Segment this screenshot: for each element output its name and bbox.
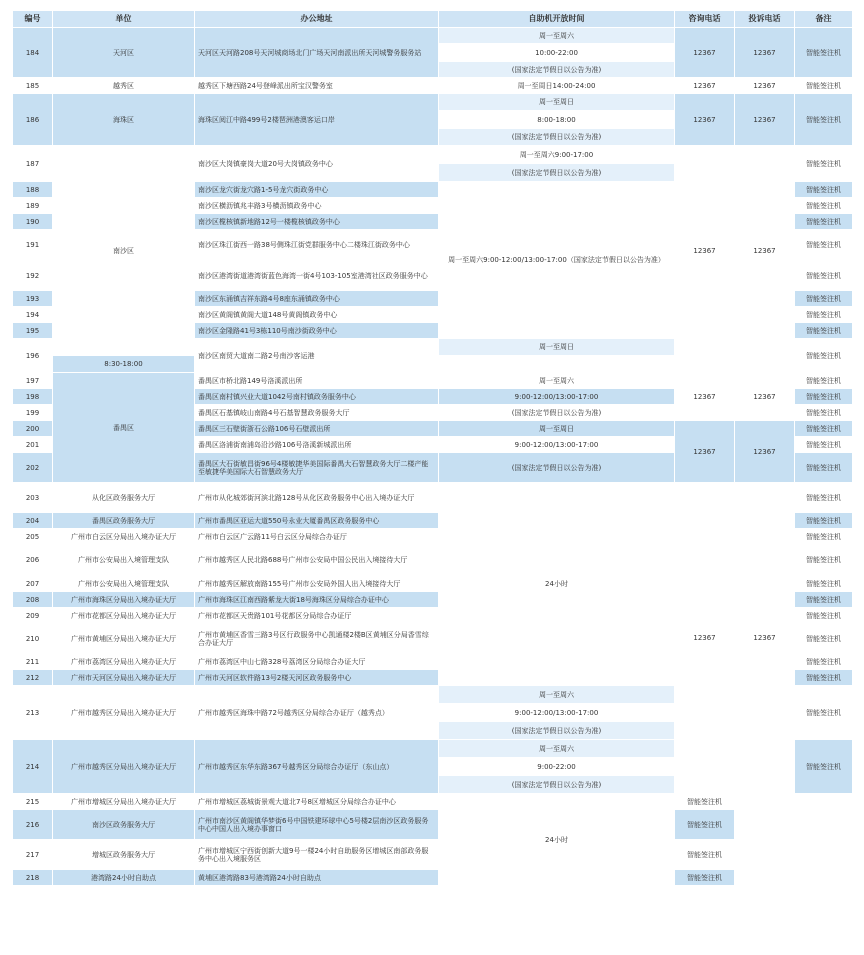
row-remark: 智能签注机 bbox=[795, 608, 853, 624]
row-remark: 智能签注机 bbox=[795, 230, 853, 261]
row-no: 217 bbox=[13, 840, 53, 870]
row-no: 198 bbox=[13, 389, 53, 405]
row-no: 190 bbox=[13, 214, 53, 230]
row-consult-phone: 12367 bbox=[675, 94, 735, 146]
row-unit: 广州市天河区分局出入境办证大厅 bbox=[53, 670, 195, 686]
row-hours: 周一至周六9:00-17:00 bbox=[439, 146, 675, 164]
row-no: 215 bbox=[13, 794, 53, 810]
row-unit: 南沙区 bbox=[53, 146, 195, 356]
row-unit: 南沙区政务服务大厅 bbox=[53, 810, 195, 840]
row-no: 214 bbox=[13, 740, 53, 794]
row-consult-phone: 12367 bbox=[675, 421, 735, 483]
row-address: 广州市荔湾区中山七路328号荔湾区分局综合办证大厅 bbox=[195, 654, 439, 670]
row-no: 202 bbox=[13, 453, 53, 483]
row-address: 广州市海珠区江南西路紫龙大街18号海珠区分局综合办证中心 bbox=[195, 592, 439, 608]
row-no: 218 bbox=[13, 870, 53, 886]
header-complaint-phone: 投诉电话 bbox=[735, 11, 795, 28]
row-remark: 智能签注机 bbox=[795, 261, 853, 291]
row-remark: 智能签注机 bbox=[795, 373, 853, 389]
row-no: 184 bbox=[13, 28, 53, 78]
row-no: 199 bbox=[13, 405, 53, 421]
row-address: 广州市越秀区人民北路688号广州市公安局中国公民出入境接待大厅 bbox=[195, 545, 439, 576]
row-unit: 广州市越秀区分局出入境办证大厅 bbox=[53, 686, 195, 740]
row-remark: 智能签注机 bbox=[795, 686, 853, 740]
table-row bbox=[13, 94, 853, 111]
row-address: 南沙区横沥镇兆丰路3号横沥镇政务中心 bbox=[195, 198, 439, 214]
row-hours: 9:00-22:00 bbox=[439, 758, 675, 776]
row-hours: (国家法定节假日以公告为准) bbox=[439, 405, 675, 421]
row-unit: 广州市公安局出入境管理支队 bbox=[53, 576, 195, 592]
row-address: 广州市花都区天贵路101号花都区分局综合办证厅 bbox=[195, 608, 439, 624]
row-complaint-phone: 12367 bbox=[735, 421, 795, 483]
row-hours: (国家法定节假日以公告为准) bbox=[439, 129, 675, 146]
row-unit: 广州市增城区分局出入境办证大厅 bbox=[53, 794, 195, 810]
table-row bbox=[13, 810, 853, 840]
row-unit: 番禺区政务服务大厅 bbox=[53, 513, 195, 529]
row-hours: 10:00-22:00 bbox=[439, 44, 675, 62]
row-remark: 智能签注机 bbox=[795, 453, 853, 483]
row-complaint-phone: 12367 bbox=[735, 483, 795, 794]
row-hours: 周一至周日14:00-24:00 bbox=[439, 78, 675, 94]
row-hours: 9:00-12:00/13:00-17:00 bbox=[439, 437, 675, 453]
row-unit: 广州市白云区分局出入境办证大厅 bbox=[53, 529, 195, 545]
row-remark: 智能签注机 bbox=[795, 529, 853, 545]
row-no: 197 bbox=[13, 373, 53, 389]
row-address: 广州市黄埔区香雪三路3号区行政服务中心凯通楼2楼B区黄埔区分局香雪综合办证大厅 bbox=[195, 624, 439, 654]
row-consult-phone: 12367 bbox=[675, 483, 735, 794]
header-row bbox=[13, 11, 853, 28]
row-remark: 智能签注机 bbox=[795, 654, 853, 670]
row-hours: 周一至周六 bbox=[439, 373, 675, 389]
row-hours: (国家法定节假日以公告为准) bbox=[439, 62, 675, 78]
row-hours: 周一至周六9:00-12:00/13:00-17:00（国家法定节假日以公告为准） bbox=[439, 182, 675, 339]
row-address: 广州市从化城郊街河滨北路128号从化区政务服务中心出入境办证大厅 bbox=[195, 483, 439, 513]
row-unit: 港湾路24小时自助点 bbox=[53, 870, 195, 886]
row-remark: 智能签注机 bbox=[795, 421, 853, 437]
row-no: 193 bbox=[13, 291, 53, 307]
row-no: 213 bbox=[13, 686, 53, 740]
row-remark: 智能签注机 bbox=[795, 405, 853, 421]
row-unit: 海珠区 bbox=[53, 94, 195, 146]
row-remark: 智能签注机 bbox=[795, 513, 853, 529]
row-remark: 智能签注机 bbox=[795, 214, 853, 230]
row-no: 206 bbox=[13, 545, 53, 576]
row-address: 广州市南沙区黄阁镇华梦街6号中国铁建环球中心5号楼2层南沙区政务服务中心中国人出入境办事窗口 bbox=[195, 810, 439, 840]
row-address: 南沙区东涌镇吉祥东路4号8座东涌镇政务中心 bbox=[195, 291, 439, 307]
row-consult-phone: 12367 bbox=[675, 78, 735, 94]
row-hours: (国家法定节假日以公告为准) bbox=[439, 453, 675, 483]
table-row bbox=[13, 794, 853, 810]
row-unit: 广州市黄埔区分局出入境办证大厅 bbox=[53, 624, 195, 654]
row-remark: 智能签注机 bbox=[795, 576, 853, 592]
row-hours: (国家法定节假日以公告为准) bbox=[439, 164, 675, 182]
row-no: 192 bbox=[13, 261, 53, 291]
row-address: 南沙区龙穴街龙穴路1-5号龙穴街政务中心 bbox=[195, 182, 439, 198]
header-unit: 单位 bbox=[53, 11, 195, 28]
row-remark: 智能签注机 bbox=[795, 323, 853, 339]
row-hours: (国家法定节假日以公告为准) bbox=[439, 722, 675, 740]
row-address: 广州市番禺区亚运大道550号永业大厦番禺区政务服务中心 bbox=[195, 513, 439, 529]
row-address: 广州市越秀区东华东路367号越秀区分局综合办证厅（东山点） bbox=[195, 740, 439, 794]
row-address: 广州市越秀区海珠中路72号越秀区分局综合办证厅（越秀点） bbox=[195, 686, 439, 740]
row-address: 番禺区南村镇兴业大道1042号南村镇政务服务中心 bbox=[195, 389, 439, 405]
row-address: 南沙区榄核镇新地路12号一楼榄核镇政务中心 bbox=[195, 214, 439, 230]
row-no: 208 bbox=[13, 592, 53, 608]
row-complaint-phone: 12367 bbox=[735, 78, 795, 94]
row-address: 南沙区大岗镇豪岗大道20号大岗镇政务中心 bbox=[195, 146, 439, 182]
row-address: 南沙区南贸大道南二路2号南沙客运港 bbox=[195, 339, 439, 373]
row-hours: 24小时 bbox=[439, 794, 675, 886]
row-no: 186 bbox=[13, 94, 53, 146]
row-address: 南沙区港湾街道港湾街蓝色海湾一街4号103-105室港湾社区政务服务中心 bbox=[195, 261, 439, 291]
row-no: 196 bbox=[13, 339, 53, 373]
row-address: 海珠区阅江中路499号2楼琶洲港澳客运口岸 bbox=[195, 94, 439, 146]
row-unit: 从化区政务服务大厅 bbox=[53, 483, 195, 513]
row-address: 南沙区金隆路41号3栋110号南沙街政务中心 bbox=[195, 323, 439, 339]
row-hours: 周一至周六 bbox=[439, 740, 675, 758]
row-complaint-phone: 12367 bbox=[735, 373, 795, 421]
row-hours: 9:00-12:00/13:00-17:00 bbox=[439, 704, 675, 722]
header-no: 编号 bbox=[13, 11, 53, 28]
row-no: 185 bbox=[13, 78, 53, 94]
row-remark: 智能签注机 bbox=[675, 810, 735, 840]
row-no: 200 bbox=[13, 421, 53, 437]
row-remark: 智能签注机 bbox=[795, 437, 853, 453]
table-row bbox=[13, 483, 853, 513]
row-address: 番禺区三石壁街浙石公路106号石壁派出所 bbox=[195, 421, 439, 437]
row-complaint-phone: 12367 bbox=[735, 28, 795, 78]
row-hours: 24小时 bbox=[439, 483, 675, 686]
row-no: 187 bbox=[13, 146, 53, 182]
row-hours: 8:00-18:00 bbox=[439, 111, 675, 129]
row-address: 番禺区市桥北路149号洛溪派出所 bbox=[195, 373, 439, 389]
row-unit: 广州市海珠区分局出入境办证大厅 bbox=[53, 592, 195, 608]
row-no: 191 bbox=[13, 230, 53, 261]
row-complaint-phone: 12367 bbox=[735, 94, 795, 146]
row-hours: 8:30-18:00 bbox=[53, 356, 195, 373]
row-unit: 番禺区 bbox=[53, 373, 195, 483]
row-unit: 增城区政务服务大厅 bbox=[53, 840, 195, 870]
row-unit: 广州市荔湾区分局出入境办证大厅 bbox=[53, 654, 195, 670]
row-address: 南沙区黄阁镇黄阁大道148号黄阁镇政务中心 bbox=[195, 307, 439, 323]
row-hours: 9:00-12:00/13:00-17:00 bbox=[439, 389, 675, 405]
row-address: 番禺区大石街敏昌街96号4楼敏捷华美国际番禺大石智慧政务大厅二楼产能至敏捷华美国际大石智慧政务大厅 bbox=[195, 453, 439, 483]
row-hours: 周一至周六 bbox=[439, 686, 675, 704]
row-remark: 智能签注机 bbox=[795, 740, 853, 794]
table-row bbox=[13, 840, 853, 870]
row-remark: 智能签注机 bbox=[795, 291, 853, 307]
row-consult-phone: 12367 bbox=[675, 28, 735, 78]
row-remark: 智能签注机 bbox=[675, 870, 735, 886]
row-address: 广州市天河区软件路13号2楼天河区政务服务中心 bbox=[195, 670, 439, 686]
row-address: 广州市白云区广云路11号白云区分局综合办证厅 bbox=[195, 529, 439, 545]
table-row bbox=[13, 146, 853, 164]
row-remark: 智能签注机 bbox=[795, 198, 853, 214]
table-row bbox=[13, 78, 853, 94]
row-remark: 智能签注机 bbox=[795, 624, 853, 654]
row-remark: 智能签注机 bbox=[795, 78, 853, 94]
header-remark: 备注 bbox=[795, 11, 853, 28]
row-no: 207 bbox=[13, 576, 53, 592]
row-no: 194 bbox=[13, 307, 53, 323]
row-remark: 智能签注机 bbox=[795, 545, 853, 576]
row-consult-phone: 12367 bbox=[675, 146, 735, 356]
row-hours: 周一至周日 bbox=[439, 421, 675, 437]
row-unit: 广州市花都区分局出入境办证大厅 bbox=[53, 608, 195, 624]
row-address: 黄埔区港湾路83号港湾路24小时自助点 bbox=[195, 870, 439, 886]
row-address: 广州市增城区荔城街景观大道北7号8区增城区分局综合办证中心 bbox=[195, 794, 439, 810]
row-no: 204 bbox=[13, 513, 53, 529]
row-no: 189 bbox=[13, 198, 53, 214]
row-remark: 智能签注机 bbox=[795, 307, 853, 323]
row-remark: 智能签注机 bbox=[795, 182, 853, 198]
row-address: 番禺区石基镇岐山南路4号石基智慧政务服务大厅 bbox=[195, 405, 439, 421]
row-address: 广州市增城区宁西街创新大道9号一楼24小时自助服务区增城区南部政务服务中心出入境服务区 bbox=[195, 840, 439, 870]
row-remark: 智能签注机 bbox=[675, 840, 735, 870]
header-consult-phone: 咨询电话 bbox=[675, 11, 735, 28]
row-no: 216 bbox=[13, 810, 53, 840]
row-remark: 智能签注机 bbox=[795, 483, 853, 513]
row-address: 番禺区洛浦街南浦岛沿沙路106号洛溪新城派出所 bbox=[195, 437, 439, 453]
row-remark: 智能签注机 bbox=[795, 339, 853, 373]
row-remark: 智能签注机 bbox=[795, 389, 853, 405]
row-hours: 周一至周六 bbox=[439, 28, 675, 44]
row-consult-phone: 12367 bbox=[675, 373, 735, 421]
row-unit: 越秀区 bbox=[53, 78, 195, 94]
table-row bbox=[13, 28, 853, 44]
table-row bbox=[13, 870, 853, 886]
table-row bbox=[13, 373, 853, 389]
row-address: 天河区天河路208号天河城商场北门广场天河南派出所天河城警务服务站 bbox=[195, 28, 439, 78]
row-no: 195 bbox=[13, 323, 53, 339]
row-remark: 智能签注机 bbox=[675, 794, 735, 810]
row-no: 209 bbox=[13, 608, 53, 624]
row-remark: 智能签注机 bbox=[795, 670, 853, 686]
row-unit: 广州市公安局出入境管理支队 bbox=[53, 545, 195, 576]
header-address: 办公地址 bbox=[195, 11, 439, 28]
row-complaint-phone: 12367 bbox=[735, 146, 795, 356]
row-remark: 智能签注机 bbox=[795, 592, 853, 608]
row-no: 203 bbox=[13, 483, 53, 513]
row-no: 188 bbox=[13, 182, 53, 198]
row-address: 南沙区珠江街西一路38号侧珠江街党群服务中心二楼珠江街政务中心 bbox=[195, 230, 439, 261]
row-no: 211 bbox=[13, 654, 53, 670]
row-remark: 智能签注机 bbox=[795, 28, 853, 78]
row-remark: 智能签注机 bbox=[795, 146, 853, 182]
row-no: 205 bbox=[13, 529, 53, 545]
row-unit: 天河区 bbox=[53, 28, 195, 78]
row-hours: 周一至周日 bbox=[439, 339, 675, 356]
self-service-machine-table bbox=[12, 10, 853, 886]
row-no: 212 bbox=[13, 670, 53, 686]
row-address: 广州市越秀区解放南路155号广州市公安局外国人出入境接待大厅 bbox=[195, 576, 439, 592]
row-hours: (国家法定节假日以公告为准) bbox=[439, 776, 675, 794]
row-remark: 智能签注机 bbox=[795, 94, 853, 146]
row-unit: 广州市越秀区分局出入境办证大厅 bbox=[53, 740, 195, 794]
row-hours: 周一至周日 bbox=[439, 94, 675, 111]
header-hours: 自助机开放时间 bbox=[439, 11, 675, 28]
row-no: 210 bbox=[13, 624, 53, 654]
row-address: 越秀区下塘西路24号登峰派出所宝汉警务室 bbox=[195, 78, 439, 94]
row-no: 201 bbox=[13, 437, 53, 453]
